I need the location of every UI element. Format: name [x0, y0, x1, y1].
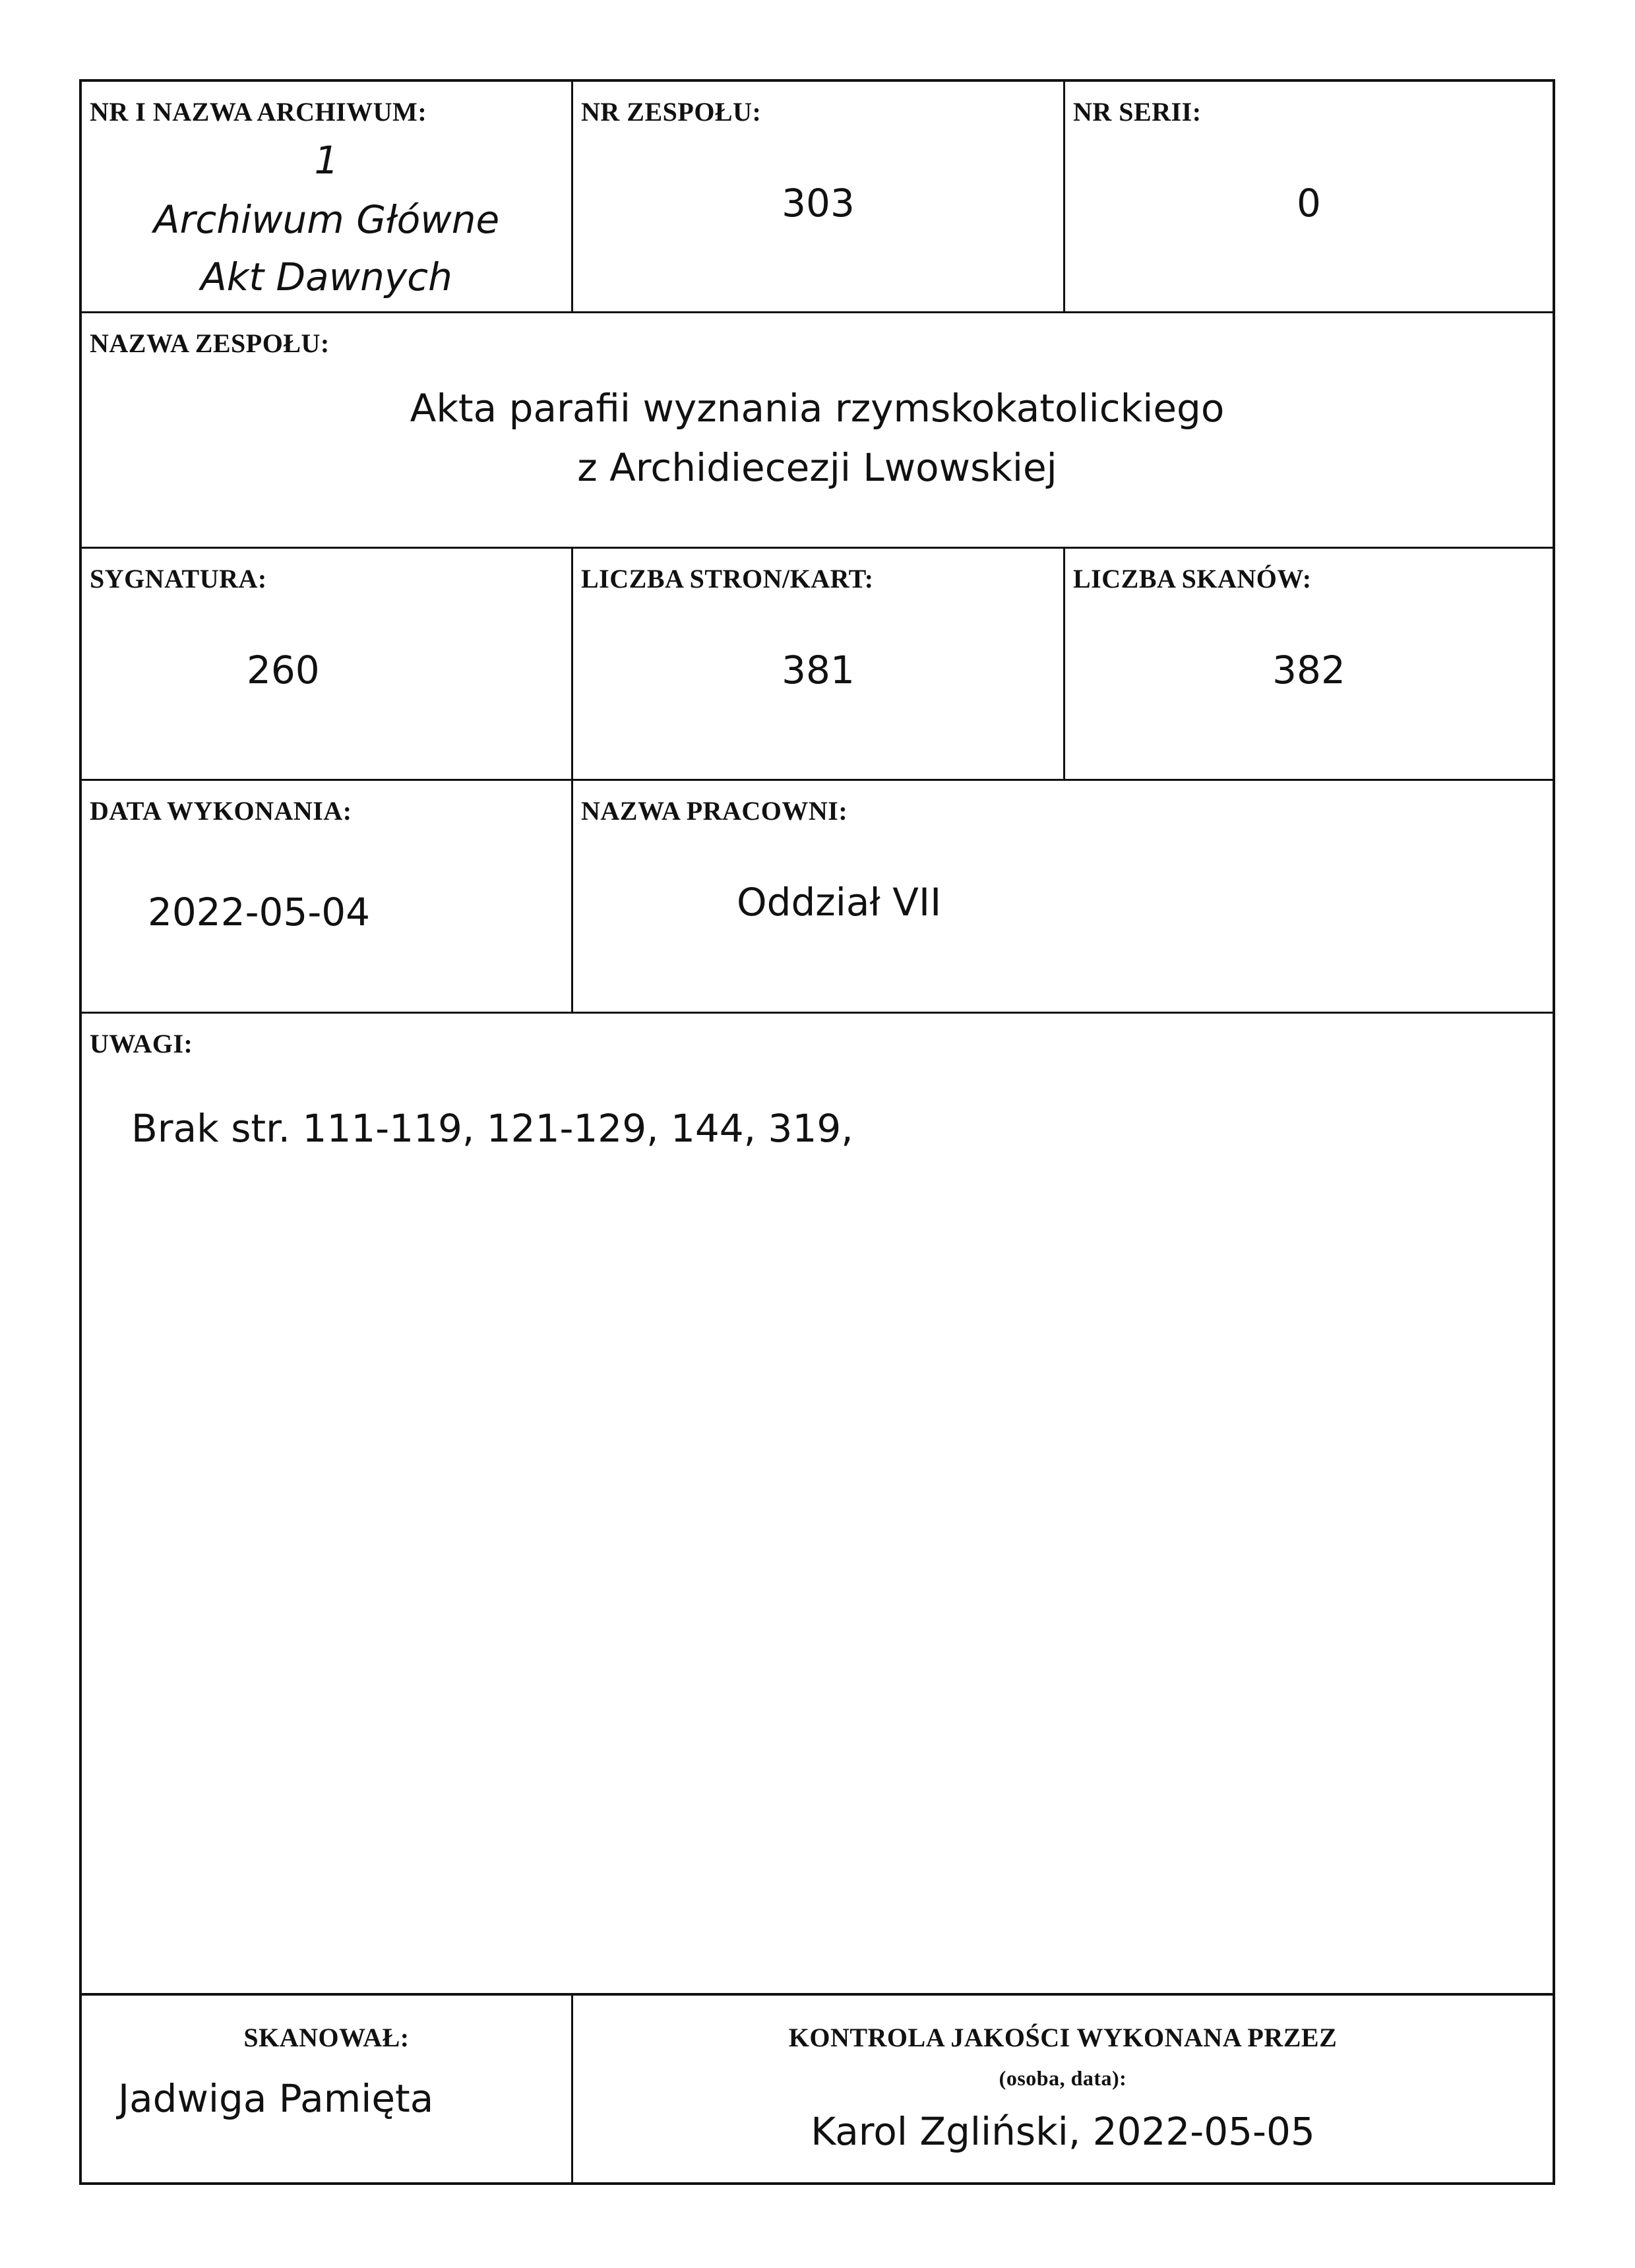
fond-number-label: NR ZESPOŁU:	[581, 97, 762, 127]
signature-value: 260	[247, 648, 320, 692]
page-count-label: LICZBA STRON/KART:	[581, 564, 874, 594]
quality-control-sublabel: (osoba, data):	[999, 2066, 1127, 2090]
date-label: DATA WYKONANIA:	[90, 796, 352, 826]
archive-name-line2: Akt Dawnych	[201, 255, 452, 299]
notes-cell	[82, 1014, 1553, 1996]
fond-number-value: 303	[782, 181, 855, 226]
workshop-cell	[573, 781, 1553, 1014]
workshop-label: NAZWA PRACOWNI:	[581, 796, 848, 826]
scan-count-label: LICZBA SKANÓW:	[1073, 564, 1312, 594]
quality-control-value: Karol Zgliński, 2022-05-05	[811, 2109, 1315, 2154]
archive-label: NR I NAZWA ARCHIWUM:	[90, 97, 427, 127]
scan-count-value: 382	[1272, 648, 1345, 692]
quality-control-label: KONTROLA JAKOŚCI WYKONANA PRZEZ	[788, 2023, 1338, 2052]
series-number-value: 0	[1297, 181, 1321, 226]
scanned-by-label: SKANOWAŁ:	[243, 2023, 410, 2052]
notes-label: UWAGI:	[90, 1029, 193, 1058]
notes-value: Brak str. 111-119, 121-129, 144, 319,	[131, 1106, 853, 1151]
archive-name-line1: Archiwum Główne	[153, 197, 500, 242]
page-count-cell	[573, 549, 1065, 781]
series-number-label: NR SERII:	[1073, 97, 1202, 127]
fond-name-cell	[82, 313, 1553, 549]
fond-name-line2: z Archidiecezji Lwowskiej	[577, 445, 1057, 490]
metrics-form	[79, 79, 1555, 2185]
scanned-by-value: Jadwiga Pamięta	[118, 2076, 434, 2121]
series-number-cell	[1065, 82, 1553, 313]
date-cell	[82, 781, 573, 1014]
quality-control-cell	[573, 1996, 1553, 2182]
page-count-value: 381	[782, 648, 855, 692]
workshop-value: Oddział VII	[737, 880, 942, 925]
date-value: 2022-05-04	[148, 890, 371, 935]
signature-label: SYGNATURA:	[90, 564, 267, 594]
archive-cell	[82, 82, 573, 313]
scan-count-cell	[1065, 549, 1553, 781]
fond-number-cell	[573, 82, 1065, 313]
scanned-by-cell	[82, 1996, 573, 2182]
fond-name-line1: Akta parafii wyznania rzymskokatolickiego	[410, 386, 1225, 431]
archive-number: 1	[314, 138, 339, 183]
signature-cell	[82, 549, 573, 781]
fond-name-label: NAZWA ZESPOŁU:	[90, 328, 330, 358]
